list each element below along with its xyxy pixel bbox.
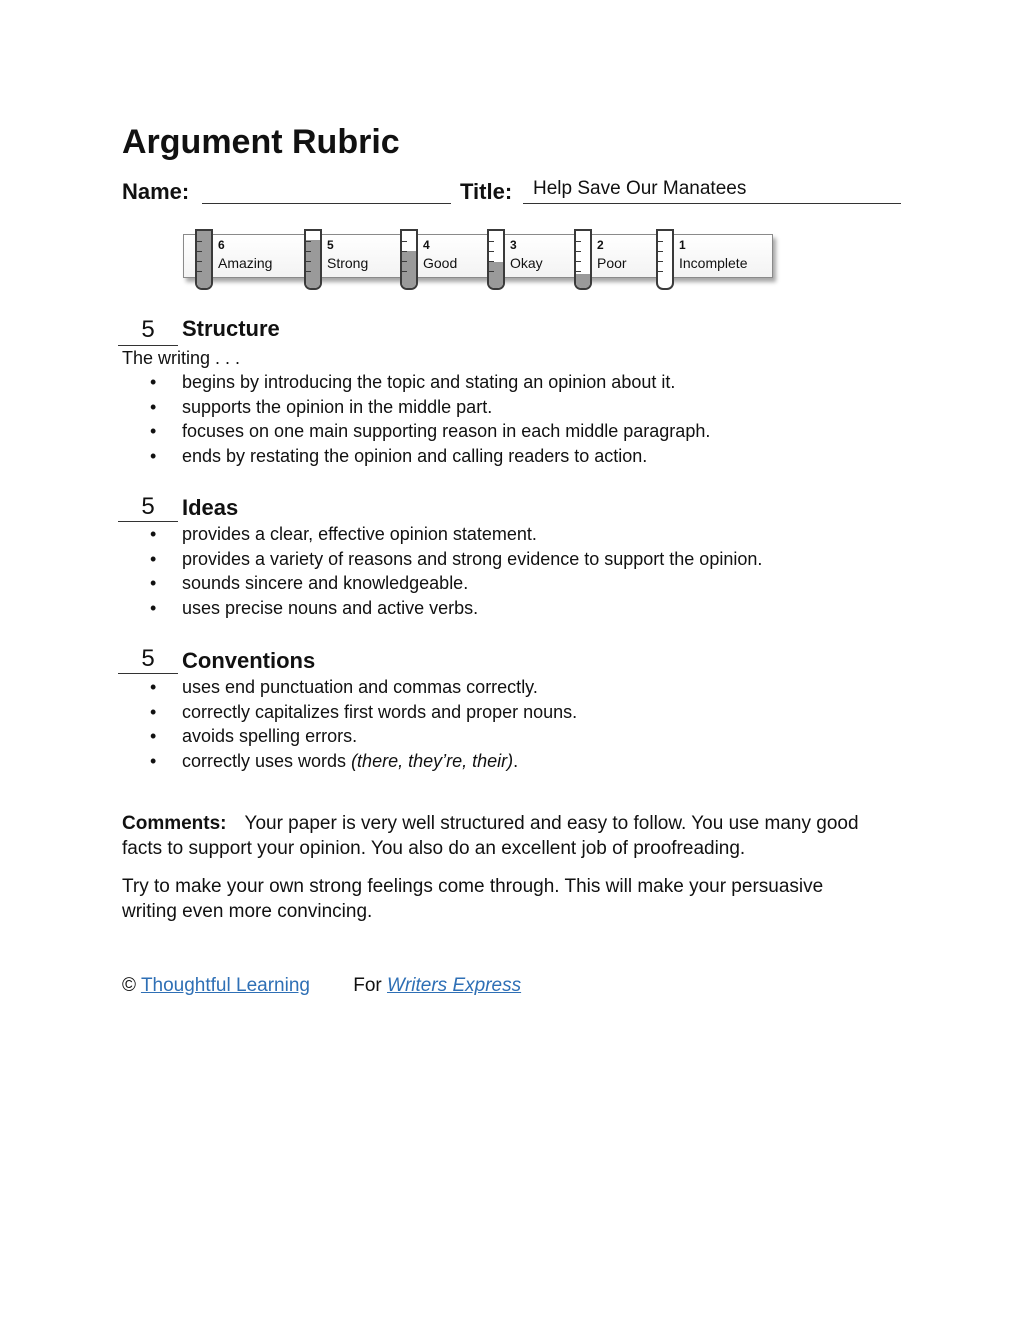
scale-label: Incomplete bbox=[679, 255, 748, 271]
list-item: • uses precise nouns and active verbs. bbox=[122, 596, 762, 621]
tube-fill-level bbox=[489, 262, 503, 288]
list-item: • provides a clear, effective opinion statement. bbox=[122, 522, 762, 547]
bullet-icon: • bbox=[150, 701, 157, 722]
scale-number: 3 bbox=[510, 238, 517, 252]
section-intro: The writing . . . bbox=[122, 348, 241, 368]
list-item: • provides a variety of reasons and strong evidence to support the opinion. bbox=[122, 547, 762, 572]
comments-label: Comments: bbox=[122, 813, 227, 834]
bullet-icon: • bbox=[150, 597, 157, 618]
scale-number: 6 bbox=[218, 238, 225, 252]
footer bbox=[122, 974, 521, 998]
copyright-symbol: © bbox=[122, 975, 136, 996]
scale-number: 1 bbox=[679, 238, 686, 252]
score-scale bbox=[183, 233, 775, 289]
scale-label: Poor bbox=[597, 255, 627, 271]
bullet-icon: • bbox=[150, 445, 157, 466]
list-item: • focuses on one main supporting reason in each middle paragraph. bbox=[122, 419, 710, 444]
list-item: • begins by introducing the topic and stating an opinion about it. bbox=[122, 370, 710, 395]
name-field[interactable] bbox=[202, 203, 451, 204]
for-label: For bbox=[353, 975, 382, 996]
list-item: • uses end punctuation and commas correctly. bbox=[122, 675, 577, 700]
scale-number: 4 bbox=[423, 238, 430, 252]
test-tube-icon bbox=[400, 229, 418, 290]
scale-label: Amazing bbox=[218, 255, 273, 271]
list-item: • sounds sincere and knowledgeable. bbox=[122, 571, 762, 596]
test-tube-icon bbox=[487, 229, 505, 290]
scale-label: Good bbox=[423, 255, 458, 271]
section-heading-conventions: Conventions bbox=[182, 648, 316, 673]
test-tube-icon bbox=[574, 229, 592, 290]
tube-fill-level bbox=[576, 274, 590, 288]
bullet-icon: • bbox=[150, 548, 157, 569]
tube-fill-level bbox=[402, 251, 416, 288]
name-label: Name: bbox=[122, 179, 190, 204]
example-words: (there, they’re, their) bbox=[351, 750, 514, 771]
bullet-icon: • bbox=[150, 524, 157, 544]
list-item: • supports the opinion in the middle part. bbox=[122, 395, 710, 420]
list-item: • correctly uses words (there, they’re, their). bbox=[122, 749, 577, 774]
title-label: Title: bbox=[460, 179, 513, 204]
tube-fill-level bbox=[197, 231, 211, 288]
ideas-score[interactable]: 5 bbox=[141, 493, 155, 520]
list-item: • avoids spelling errors. bbox=[122, 724, 577, 749]
bullet-icon: • bbox=[150, 372, 157, 392]
ideas-criteria-list bbox=[122, 522, 762, 620]
test-tube-icon bbox=[195, 229, 213, 290]
scale-label: Strong bbox=[327, 255, 369, 271]
thoughtful-learning-link[interactable]: Thoughtful Learning bbox=[140, 975, 310, 996]
section-heading-structure: Structure bbox=[182, 316, 280, 341]
scale-number: 2 bbox=[597, 238, 604, 252]
bullet-icon: • bbox=[150, 677, 157, 697]
list-item: • ends by restating the opinion and calling readers to action. bbox=[122, 444, 710, 469]
conventions-score[interactable]: 5 bbox=[141, 645, 155, 672]
bullet-icon: • bbox=[150, 726, 157, 746]
conventions-criteria-list bbox=[122, 675, 577, 773]
bullet-icon: • bbox=[150, 396, 157, 417]
bullet-icon: • bbox=[150, 750, 157, 771]
section-heading-ideas: Ideas bbox=[182, 495, 239, 520]
structure-score[interactable]: 5 bbox=[141, 316, 155, 343]
test-tube-icon bbox=[656, 229, 674, 290]
score-underline bbox=[118, 673, 178, 674]
structure-criteria-list bbox=[122, 370, 710, 468]
list-item: • correctly capitalizes first words and proper nouns. bbox=[122, 700, 577, 725]
tube-fill-level bbox=[306, 240, 320, 288]
bullet-icon: • bbox=[150, 421, 157, 441]
page-title: Argument Rubric bbox=[122, 123, 400, 161]
score-underline bbox=[118, 345, 178, 346]
test-tube-icon bbox=[304, 229, 322, 290]
comments bbox=[122, 811, 882, 924]
writers-express-link[interactable]: Writers Express bbox=[387, 975, 522, 996]
comments-paragraph: Comments: Your paper is very well structured and easy to follow. You use many good facts to support your opinion. You also do an excellent job of proofreading. bbox=[122, 813, 859, 859]
scale-number: 5 bbox=[327, 238, 334, 252]
comments-paragraph: Try to make your own strong feelings come through. This will make your persuasive writing even more convincing. bbox=[122, 876, 824, 922]
scale-label: Okay bbox=[510, 255, 543, 271]
bullet-icon: • bbox=[150, 573, 157, 593]
title-field[interactable]: Help Save Our Manatees bbox=[533, 178, 747, 199]
title-field-underline bbox=[523, 203, 901, 204]
